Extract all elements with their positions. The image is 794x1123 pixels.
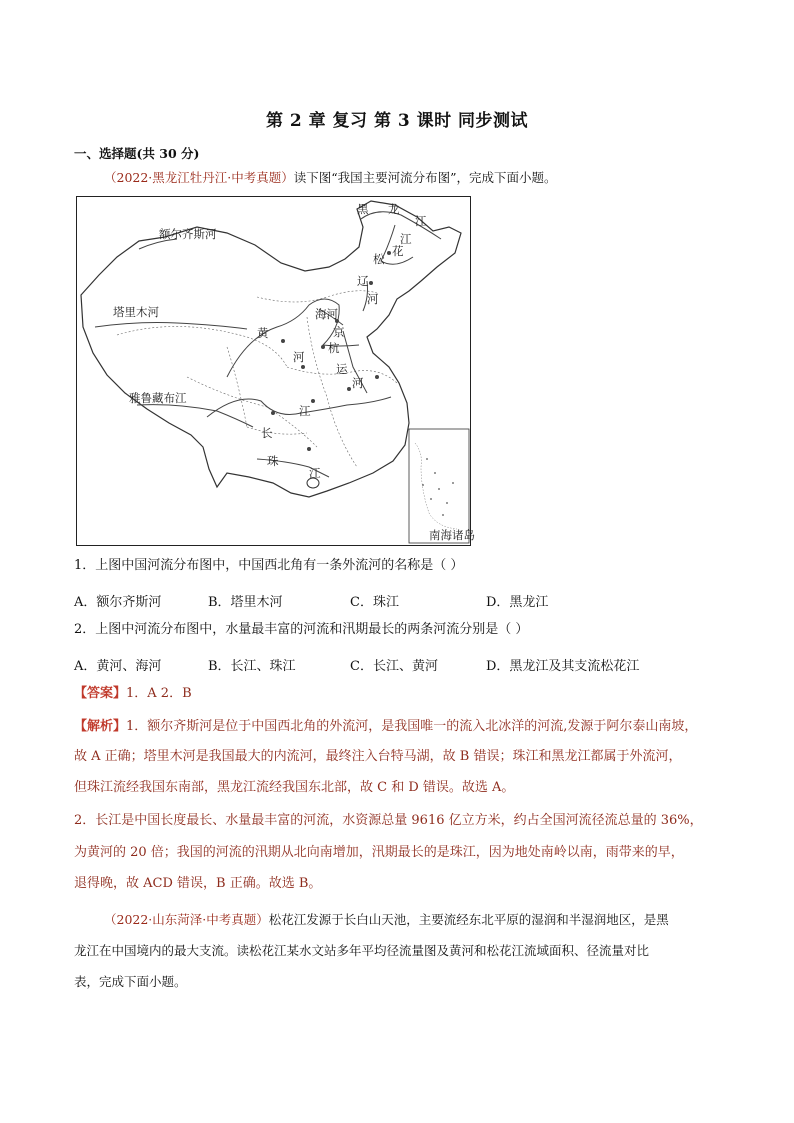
map-label-song: 松: [373, 252, 385, 266]
map-label-hang: 杭: [328, 341, 340, 355]
intro-paragraph-2-line-1: [104, 910, 669, 928]
q2-option-c[interactable]: C．长江、黄河: [350, 659, 438, 674]
question-1-stem: 1．上图中国河流分布图中，中国西北角有一条外流河的名称是（ ）: [74, 558, 464, 573]
map-label-zhu: 珠: [267, 454, 279, 468]
map-label-hei: 黑: [357, 202, 369, 216]
map-label-jiang-songhua: 江: [400, 232, 412, 246]
intro-paragraph-2-line-2: 龙江在中国境内的最大支流。读松花江某水文站多年平均径流量图及黄河和松花江流域面积、径流量对比: [74, 943, 650, 958]
q1-option-a[interactable]: A．额尔齐斯河: [74, 595, 162, 610]
map-label-jing: 京: [333, 325, 345, 339]
page-title: 第 2 章 复习 第 3 课时 同步测试: [265, 111, 529, 131]
map-label-he-canal: 河: [352, 376, 364, 390]
map-label-jiang-changjiang: 江: [299, 404, 311, 418]
map-label-he-liao: 河: [367, 292, 379, 306]
question-source-2: （2022·山东菏泽·中考真题）: [104, 912, 269, 927]
q1-option-d[interactable]: D．黑龙江: [486, 595, 549, 610]
map-label-talimu: 塔里木河: [113, 305, 159, 319]
q2-option-a[interactable]: A．黄河、海河: [74, 659, 162, 674]
analysis-line-1: [74, 720, 697, 734]
section-heading: 一、选择题(共 30 分): [74, 146, 200, 161]
map-label-long: 龙: [388, 202, 400, 216]
china-rivers-map: [76, 196, 475, 546]
map-label-yun: 运: [336, 362, 348, 376]
map-label-chang: 长: [261, 426, 273, 440]
answer-text: 1．A 2．B: [126, 686, 192, 701]
map-label-yalu: 雅鲁藏布江: [129, 391, 187, 405]
answer-tag: 【答案】: [74, 686, 127, 701]
question-source: （2022·黑龙江牡丹江·中考真题）: [104, 170, 294, 185]
intro-text: 读下图“我国主要河流分布图”，完成下面小题。: [293, 170, 557, 185]
map-label-liao: 辽: [357, 274, 369, 288]
map-label-he-huang: 河: [293, 350, 305, 364]
analysis-line-4: 2．长江是中国长度最长、水量最丰富的河流，水资源总量 9616 亿立方米，约占全国河流径流总量的 36%，: [74, 813, 703, 828]
intro-paragraph-2-line-3: 表，完成下面小题。: [74, 974, 187, 989]
map-label-jiang-zhujiang: 江: [309, 466, 321, 480]
map-svg: [77, 197, 475, 545]
analysis-tag: 【解析】: [74, 719, 127, 734]
answer-block: [74, 687, 192, 701]
intro2-text-1: 松花江发源于长白山天池，主要流经东北平原的湿润和半湿润地区，是黑: [268, 912, 669, 927]
map-label-huang: 黄: [257, 326, 269, 340]
q2-option-d[interactable]: D．黑龙江及其支流松花江: [486, 659, 640, 674]
q1-option-b[interactable]: B．塔里木河: [208, 595, 283, 610]
q1-option-c[interactable]: C．珠江: [350, 595, 399, 610]
intro-paragraph-1: [104, 168, 557, 186]
analysis-text-1: 1．额尔齐斯河是位于中国西北角的外流河，是我国唯一的流入北冰洋的河流,发源于阿尔泰山南坡，: [126, 719, 698, 734]
yarlung-river-line: [137, 405, 253, 427]
map-label-jiang-heilong: 江: [415, 214, 427, 228]
question-2-stem: 2．上图中河流分布图中，水量最丰富的河流和汛期最长的两条河流分别是（ ）: [74, 622, 529, 637]
q2-option-b[interactable]: B．长江、珠江: [208, 659, 296, 674]
analysis-line-6: 退得晚，故 ACD 错误，B 正确。故选 B。: [74, 876, 322, 891]
map-label-inset: 南海诸岛: [429, 528, 475, 542]
analysis-line-5: 为黄河的 20 倍；我国的河流的汛期从北向南增加，汛期最长的是珠江，因为地处南岭以南，雨带来的早，: [74, 845, 684, 860]
analysis-line-3: 但珠江流经我国东南部，黑龙江流经我国东北部，故 C 和 D 错误。故选 A。: [74, 780, 515, 795]
talimu-river-line: [95, 323, 247, 330]
map-label-haihe: 海河: [315, 307, 338, 321]
map-label-hua: 花: [392, 244, 404, 258]
map-label-erqisi: 额尔齐斯河: [159, 227, 217, 241]
south-sea-inset: [409, 429, 469, 543]
analysis-line-2: 故 A 正确；塔里木河是我国最大的内流河，最终注入台特马湖，故 B 错误；珠江和黑龙江都属于外流河，: [74, 749, 682, 764]
